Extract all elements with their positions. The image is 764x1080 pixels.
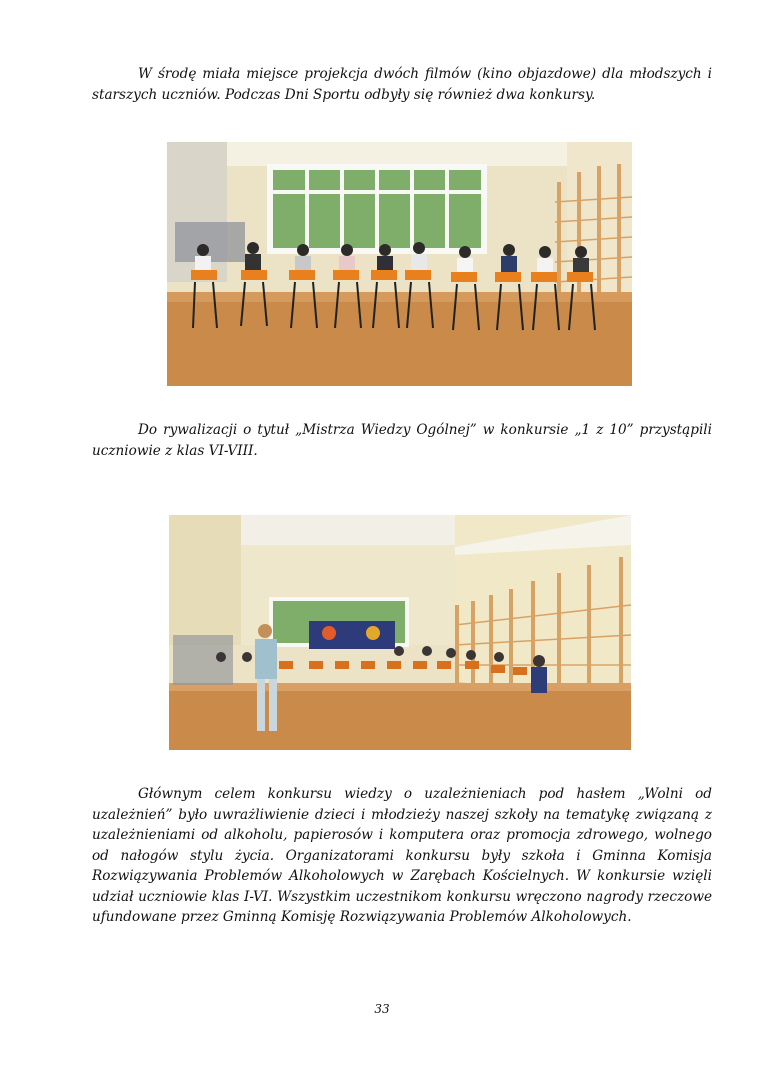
- page-number: 33: [374, 1002, 390, 1016]
- photo-addiction-contest: [169, 515, 631, 750]
- paragraph-addiction-contest: Głównym celem konkursu wiedzy o uzależnieniach pod hasłem „Wolni od uzależnień” było uwrażliwienie dzieci i młodzieży naszej szkoły na tematykę związaną z uzależnieniami od alkoholu, papierosów i komputera oraz promocja zdrowego, wolnego od nałogów stylu życia. Organizatorami konkursu były szkoła i Gminna Komisja Rozwiązywania Problemów Alkoholowych w Zarębach Kościelnych. W konkursie wzięli udział uczniowie klas I-VI. Wszystkim uczestnikom konkursu wręczono nagrody rzeczowe ufundowane przez Gminną Komisję Rozwiązywania Problemów Alkoholowych.: [92, 786, 712, 925]
- photo-quiz-participants: [167, 142, 632, 386]
- paragraph-film-screening: W środę miała miejsce projekcja dwóch filmów (kino objazdowe) dla młodszych i starszych uczniów. Podczas Dni Sportu odbyły się również dwa konkursy.: [92, 66, 712, 103]
- paragraph-quiz-competition: Do rywalizacji o tytuł „Mistrza Wiedzy Ogólnej” w konkursie „1 z 10” przystąpili uczniowie z klas VI-VIII.: [92, 422, 712, 459]
